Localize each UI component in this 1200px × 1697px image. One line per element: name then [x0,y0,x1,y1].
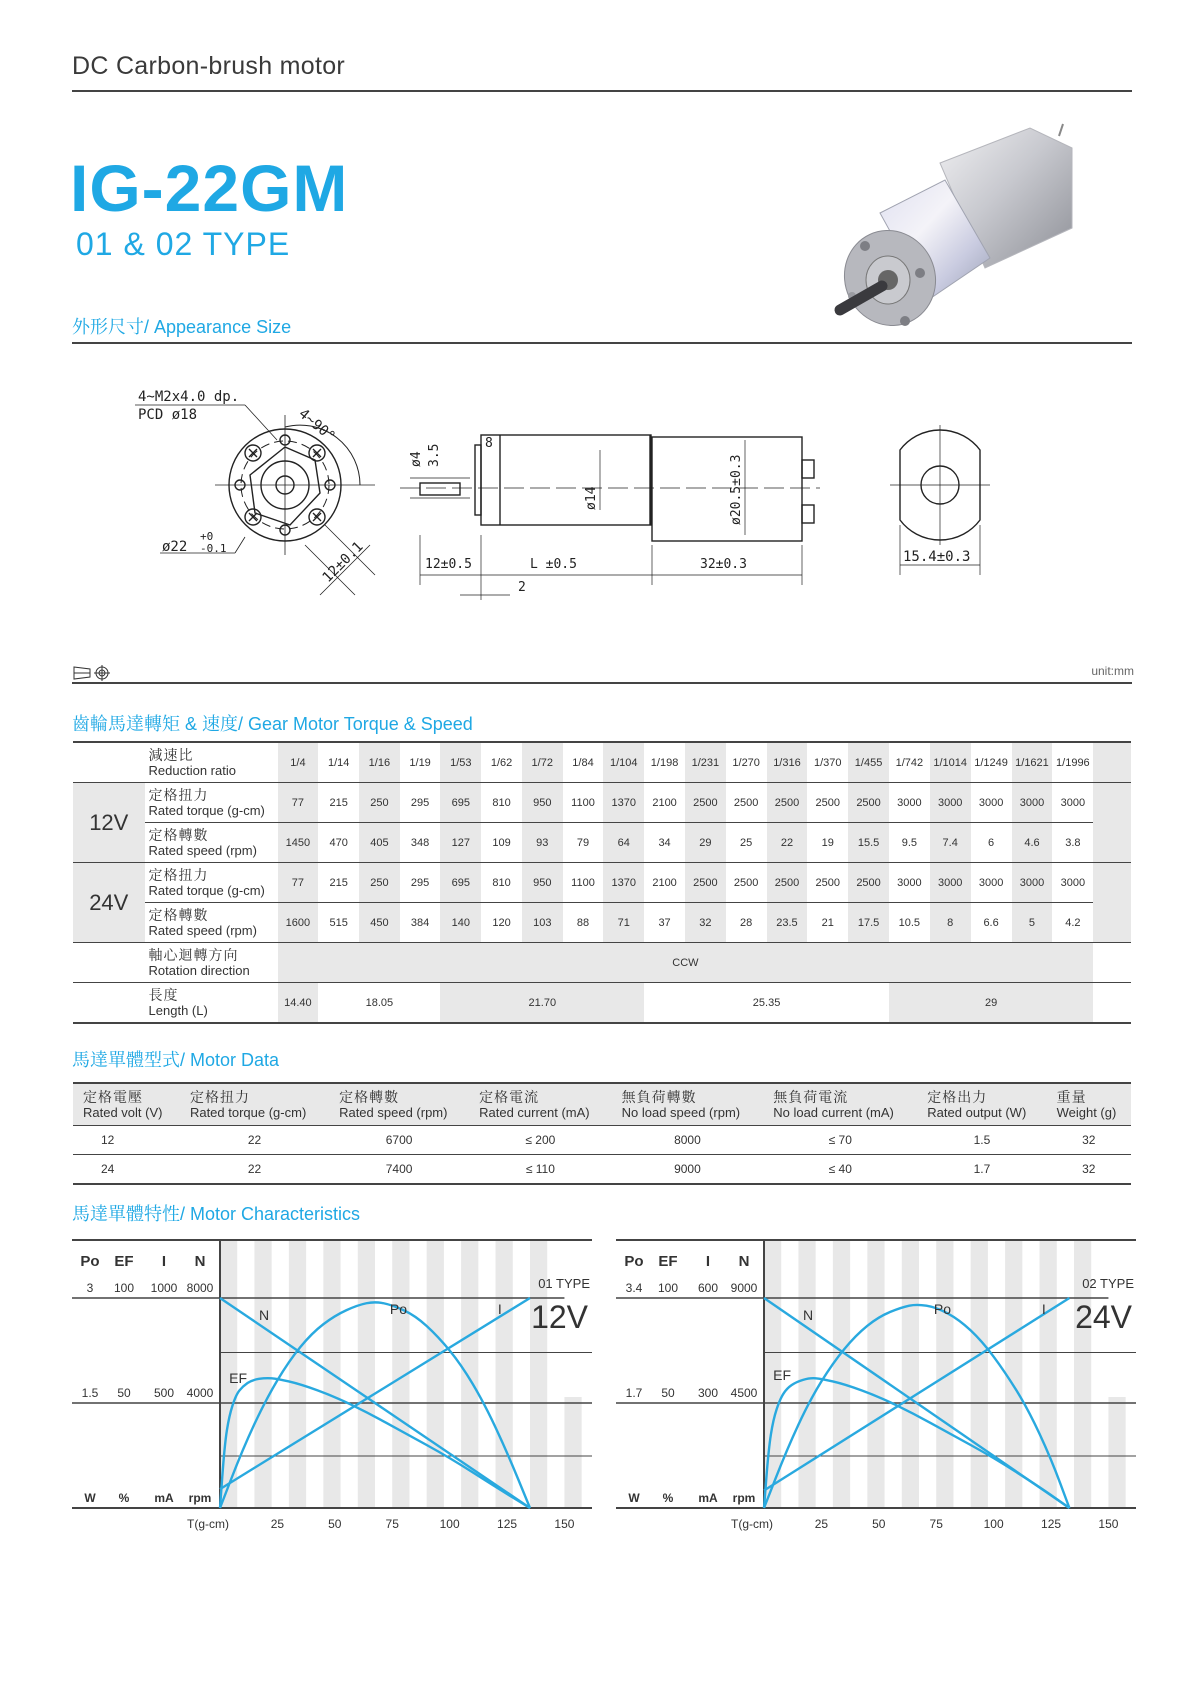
table-cell: 140 [440,903,481,943]
label-dia22-minus: -0.1 [200,542,227,555]
corner-cell [73,983,145,1024]
table-cell: 71 [603,903,644,943]
table-cell: 22 [180,1155,329,1185]
table-cell: 4.6 [1012,823,1053,863]
axis-max-label: 3 [86,1281,94,1295]
table-cell: ≤ 70 [763,1126,917,1155]
label-en: Rotation direction [148,962,250,978]
column-header [763,1083,917,1126]
table-cell: 2500 [767,783,808,823]
table-cell: 3000 [889,863,930,903]
table-row [73,1126,1131,1155]
table-cell: 1/370 [813,756,842,769]
label-zh: 定格轉數 [148,906,209,923]
header-zh: 定格電流 [479,1089,540,1105]
table-cell: 5 [1012,903,1053,943]
table-cell: 2500 [685,783,726,823]
motor-data-table [73,1082,1131,1185]
table-cell: 1/14 [327,756,350,769]
axis-head-ef: EF [114,1253,134,1270]
x-tick-label: 150 [1098,1517,1119,1531]
axis-unit-label: mA [154,1491,174,1505]
axis-unit-label: rpm [188,1491,212,1505]
grid-stripe [254,1240,271,1508]
table-cell: 9.5 [889,823,930,863]
label-d12: 12±0.1 [319,538,367,586]
table-cell: 22 [767,823,808,863]
x-tick-label: 150 [554,1517,575,1531]
column-header [1047,1083,1131,1126]
table-cell: 1/4 [278,742,319,783]
axis-mid-label: 300 [697,1386,719,1400]
table-cell: 3000 [1012,863,1053,903]
rotation-cell: CCW [278,943,1094,983]
grid-stripe [289,1240,306,1508]
header-zh: 定格出力 [927,1089,988,1105]
length-cell: 25.35 [644,983,889,1024]
axis-max-label: 3.4 [625,1281,643,1295]
table-cell: 1/104 [603,742,644,783]
table-cell: 3000 [971,863,1012,903]
length-cell: 21.70 [440,983,644,1024]
label-body-dia: ø20.5±0.3 [729,454,744,525]
table-row [73,783,1131,823]
axis-unit-label: W [84,1491,96,1505]
axis-mid-label: 4000 [186,1386,214,1400]
x-axis-label: T(g-cm) [731,1517,773,1531]
series-label-n: N [259,1307,270,1323]
axis-max-label: 100 [657,1281,679,1295]
table-cell: 37 [644,903,685,943]
table-cell: 1.7 [917,1155,1046,1185]
row-label [145,863,278,903]
side-view [400,435,820,600]
label-pcd: PCD ø18 [138,407,198,423]
table-cell: 515 [318,903,359,943]
header-zh: 定格轉數 [339,1089,400,1105]
table-cell: 1/1996 [1056,756,1090,769]
table-cell: 470 [318,823,359,863]
label-rear-width: 15.4±0.3 [903,549,971,565]
column-header [73,1083,180,1126]
section-appearance-title: 外形尺寸/ Appearance Size [72,317,292,337]
axis-unit-label: % [662,1491,674,1505]
table-cell: 79 [563,823,604,863]
empty-cell [1093,823,1131,863]
table-cell: ≤ 200 [469,1126,612,1155]
table-cell: 1/316 [767,742,808,783]
axis-max-label: 600 [697,1281,719,1295]
table-cell: ≤ 40 [763,1155,917,1185]
axis-head-n: N [194,1253,206,1270]
header-zh: 重量 [1056,1089,1087,1105]
table-cell: 1/62 [490,756,513,769]
table-cell: 8 [930,903,971,943]
dimension-drawing [130,385,1130,655]
table-cell: 3000 [930,863,971,903]
third-angle-projection-icon [72,664,112,682]
table-cell: 10.5 [889,903,930,943]
x-tick-label: 75 [385,1517,399,1531]
header-en: No load current (mA) [773,1105,894,1120]
table-cell: 1100 [563,863,604,903]
table-cell: 1.5 [917,1126,1046,1155]
label-dia22-plus: +0 [200,530,214,543]
axis-head-n: N [738,1253,750,1270]
voltage-cell: 24V [73,863,145,943]
x-tick-label: 100 [439,1517,460,1531]
axis-max-label: 8000 [186,1281,214,1295]
axis-head-i: I [161,1253,167,1270]
table-cell: 810 [481,863,522,903]
label-shaft-dia: ø4 [409,451,424,467]
model-title: IG-22GM [70,151,349,225]
table-cell: 2500 [848,783,889,823]
label-angle: 4~90° [295,405,339,446]
empty-cell [1093,863,1131,903]
page-category: DC Carbon-brush motor [72,52,346,80]
axis-mid-label: 50 [661,1386,675,1400]
label-shaft-len: 12±0.5 [425,557,472,572]
table-cell: 1450 [278,823,319,863]
column-header [329,1083,469,1126]
table-cell: 2500 [807,783,848,823]
length-cell: 18.05 [318,983,440,1024]
axis-mid-label: 1.5 [81,1386,99,1400]
table-cell: ≤ 110 [469,1155,612,1185]
header-rule [72,90,1132,92]
label-flat-len: 8 [485,436,493,451]
label-en: Rated torque (g-cm) [148,882,265,898]
x-tick-label: 50 [872,1517,886,1531]
x-tick-label: 25 [270,1517,285,1531]
table-cell: 405 [359,823,400,863]
corner-cell [73,742,145,783]
table-cell: 120 [481,903,522,943]
table-cell: 1/455 [848,742,889,783]
model-type: 01 & 02 TYPE [76,226,291,262]
table-cell: 1600 [278,903,319,943]
table-cell: 64 [603,823,644,863]
header-en: No load speed (rpm) [621,1105,741,1120]
label-zh: 定格扭力 [148,786,209,803]
table-cell: 23.5 [767,903,808,943]
series-label-po: Po [389,1301,408,1317]
empty-cell [1093,903,1131,943]
table-cell: 21 [807,903,848,943]
header-en: Rated output (W) [927,1105,1027,1120]
header-zh: 無負荷轉數 [621,1089,697,1105]
chart-type-label: 01 TYPE [538,1276,590,1291]
table-row [73,742,1131,783]
table-cell: 3000 [1052,863,1093,903]
table-cell: 3000 [1012,783,1053,823]
label-en: Rated speed (rpm) [148,922,257,938]
table-cell: 4.2 [1052,903,1093,943]
table-cell: 250 [359,863,400,903]
series-label-ef: EF [773,1367,792,1383]
table-cell: 7400 [329,1155,469,1185]
table-cell: 384 [400,903,441,943]
series-label-i: I [497,1301,502,1317]
table-cell: 2500 [685,863,726,903]
table-cell: 950 [522,863,563,903]
header-en: Weight (g) [1056,1105,1117,1120]
table-cell: 3000 [889,783,930,823]
table-cell: 695 [440,783,481,823]
table-cell: 2500 [726,863,767,903]
label-zh: 定格扭力 [148,866,209,883]
table-row [73,943,1131,983]
table-cell: 7.4 [930,823,971,863]
table-cell: 215 [318,783,359,823]
table-cell: 19 [807,823,848,863]
grid-stripe [902,1240,919,1508]
label-dia22: ø22 [162,539,188,555]
section-motor-data-title: 馬達單體型式/ Motor Data [72,1050,280,1070]
row-label [145,742,278,783]
table-cell: 250 [359,783,400,823]
table-cell: 2500 [726,783,767,823]
table-cell: 93 [522,823,563,863]
table-cell: 2500 [848,863,889,903]
length-cell: 14.40 [278,983,319,1024]
table-cell: 1/1621 [1012,742,1053,783]
chart-voltage-label: 12V [531,1299,588,1335]
row-label [145,823,278,863]
label-flat: 3.5 [427,443,442,467]
axis-max-label: 1000 [150,1281,178,1295]
table-cell: 348 [400,823,441,863]
table-cell: 32 [1047,1155,1131,1185]
table-cell: 109 [481,823,522,863]
axis-unit-label: W [628,1491,640,1505]
table-cell: 2500 [767,863,808,903]
grid-stripe [833,1240,850,1508]
x-tick-label: 50 [328,1517,342,1531]
label-en: Rated speed (rpm) [148,842,257,858]
table-cell: 2100 [644,863,685,903]
table-cell: 8000 [612,1126,764,1155]
column-header [180,1083,329,1126]
series-label-po: Po [933,1301,952,1317]
row-label [145,983,278,1024]
empty-cell [1093,943,1131,983]
label-flange: 2 [518,580,526,595]
section-rule [72,342,1132,344]
empty-cell [1093,742,1131,783]
table-cell: 450 [359,903,400,943]
table-cell: 15.5 [848,823,889,863]
table-row [73,983,1131,1024]
axis-head-i: I [705,1253,711,1270]
table-cell: 2100 [644,783,685,823]
table-cell: 103 [522,903,563,943]
axis-unit-label: rpm [732,1491,756,1505]
axis-unit-label: % [118,1491,130,1505]
table-cell: 25 [726,823,767,863]
grid-stripe [358,1240,375,1508]
x-tick-label: 125 [1041,1517,1062,1531]
table-cell: 2500 [807,863,848,903]
label-boss-dia: ø14 [584,486,599,510]
table-cell: 29 [685,823,726,863]
row-label [145,903,278,943]
table-cell: 77 [278,863,319,903]
row-label [145,783,278,823]
section-torque-speed-title: 齒輪馬達轉矩 & 速度/ Gear Motor Torque & Speed [72,714,473,734]
side-view-labels [409,436,747,595]
x-tick-label: 25 [814,1517,829,1531]
table-row [73,823,1131,863]
table-cell: 3000 [1052,783,1093,823]
table-cell: 127 [440,823,481,863]
chart-24v [616,1228,1136,1558]
table-cell: 88 [563,903,604,943]
table-cell: 12 [73,1126,180,1155]
table-row [73,903,1131,943]
table-cell: 6.6 [971,903,1012,943]
table-cell: 1370 [603,783,644,823]
table-cell: 295 [400,863,441,903]
torque-speed-table [73,741,1131,1024]
motor-photo [810,118,1080,338]
axis-mid-label: 4500 [730,1386,758,1400]
axis-mid-label: 1.7 [625,1386,643,1400]
table-cell: 32 [1047,1126,1131,1155]
table-row [73,863,1131,903]
axis-mid-label: 500 [153,1386,175,1400]
label-zh: 定格轉數 [148,826,209,843]
table-cell: 28 [726,903,767,943]
table-cell: 950 [522,783,563,823]
header-en: Rated volt (V) [83,1105,163,1120]
axis-max-label: 9000 [730,1281,758,1295]
table-cell: 1/742 [895,756,924,769]
table-cell: 1/53 [440,742,481,783]
series-label-n: N [803,1307,814,1323]
grid-stripe [427,1240,444,1508]
table-cell: 695 [440,863,481,903]
table-cell: 6700 [329,1126,469,1155]
column-header [917,1083,1046,1126]
table-cell: 1/84 [572,756,594,769]
table-cell: 1/270 [732,756,760,769]
series-label-i: I [1041,1301,1046,1317]
grid-stripe [971,1240,988,1508]
axis-unit-label: mA [698,1491,718,1505]
axis-mid-label: 50 [117,1386,131,1400]
table-cell: 1370 [603,863,644,903]
empty-cell [1093,783,1131,823]
drawing-bottom-rule [72,682,1132,684]
table-cell: 215 [318,863,359,903]
label-zh: 減速比 [148,746,194,763]
table-cell: 1100 [563,783,604,823]
table-cell: 1/19 [409,756,431,769]
table-row [73,1155,1131,1185]
chart-12v [72,1228,592,1558]
table-cell: 1/72 [522,742,563,783]
table-cell: 3000 [971,783,1012,823]
table-cell: 6 [971,823,1012,863]
table-cell: 32 [685,903,726,943]
corner-cell [73,943,145,983]
axis-max-label: 100 [113,1281,135,1295]
label-en: Rated torque (g-cm) [148,802,265,818]
chart-type-label: 02 TYPE [1082,1276,1134,1291]
column-header [612,1083,764,1126]
table-cell: 9000 [612,1155,764,1185]
table-cell: 22 [180,1126,329,1155]
row-label [145,943,278,983]
series-label-ef: EF [229,1370,248,1386]
x-tick-label: 125 [497,1517,518,1531]
chart-voltage-label: 24V [1075,1299,1132,1335]
table-cell: 77 [278,783,319,823]
header-en: Rated torque (g-cm) [189,1105,307,1120]
table-cell: 1/1014 [930,742,971,783]
table-cell: 1/198 [650,756,679,769]
x-axis-label: T(g-cm) [187,1517,229,1531]
header-en: Rated speed (rpm) [339,1105,448,1120]
label-gear-len: L ±0.5 [530,557,577,572]
header-zh: 定格扭力 [189,1089,250,1105]
header-zh: 定格電壓 [83,1089,143,1105]
grid-stripe [496,1240,513,1508]
label-en: Reduction ratio [148,762,236,778]
table-cell: 17.5 [848,903,889,943]
axis-head-po: Po [80,1253,100,1270]
axis-head-po: Po [624,1253,644,1270]
x-tick-label: 75 [929,1517,943,1531]
table-cell: 1/1249 [974,756,1008,769]
section-characteristics-title: 馬達單體特性/ Motor Characteristics [72,1204,361,1224]
table-cell: 34 [644,823,685,863]
label-zh: 長度 [148,986,179,1003]
header-en: Rated current (mA) [479,1105,590,1120]
label-holes: 4~M2x4.0 dp. [138,389,240,405]
voltage-cell: 12V [73,783,145,863]
header-zh: 無負荷電流 [773,1089,849,1105]
table-cell: 295 [400,783,441,823]
column-header [469,1083,612,1126]
table-cell: 24 [73,1155,180,1185]
table-cell: 810 [481,783,522,823]
length-cell: 29 [889,983,1093,1024]
table-cell: 3.8 [1052,823,1093,863]
axis-head-ef: EF [658,1253,678,1270]
x-tick-label: 100 [983,1517,1004,1531]
label-zh: 軸心迴轉方向 [148,946,239,963]
table-cell: 3000 [930,783,971,823]
empty-cell [1093,983,1131,1024]
table-cell: 1/16 [359,742,400,783]
label-en: Length (L) [148,1002,208,1018]
label-motor-len: 32±0.3 [700,557,747,572]
unit-label: unit:mm [1091,664,1134,678]
table-cell: 1/231 [685,742,726,783]
